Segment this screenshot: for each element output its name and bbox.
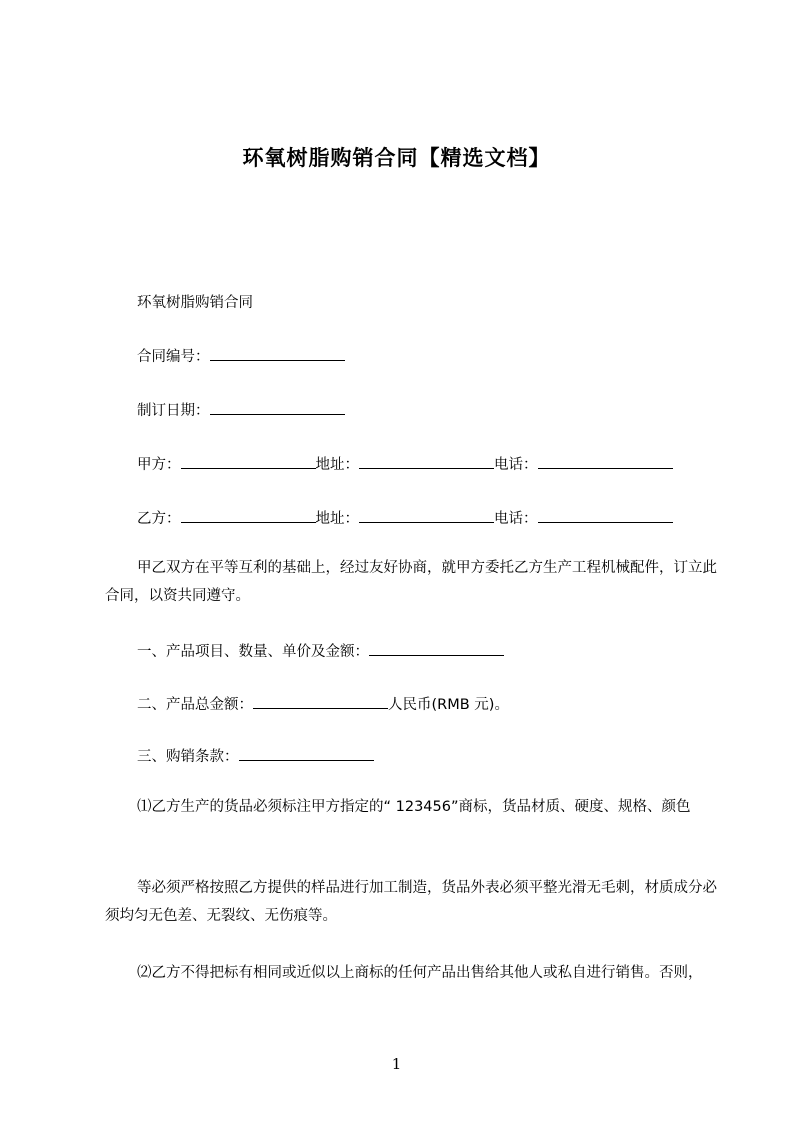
section-3-label: 三、购销条款：: [137, 749, 239, 765]
party-a-blank: [181, 454, 316, 469]
contract-number-label: 合同编号：: [137, 349, 210, 365]
page-title: 环氧树脂购销合同【精选文档】: [242, 146, 551, 170]
date-line: [137, 399, 345, 420]
contract-subtitle: 环氧树脂购销合同: [137, 295, 253, 311]
party-b-address-label: 地址：: [315, 511, 359, 527]
party-b-blank: [181, 508, 316, 523]
party-b-line: [137, 507, 673, 528]
clause-2-paragraph: ⑵乙方不得把标有相同或近似以上商标的任何产品出售给其他人或私自进行销售。否则，: [137, 965, 703, 981]
section-2-suffix: 人民币(RMB 元)。: [388, 697, 509, 713]
section-2-line: [137, 693, 509, 714]
party-a-address-blank: [359, 454, 494, 469]
intro-paragraph: 甲乙双方在平等互利的基础上，经过友好协商，就甲方委托乙方生产工程机械配件，订立此合同，以资共同遵守。: [105, 560, 717, 604]
party-a-label: 甲方：: [137, 457, 181, 473]
contract-number-line: [137, 345, 345, 366]
section-3-line: [137, 745, 374, 766]
section-2-label: 二、产品总金额：: [137, 697, 253, 713]
section-1-line: [137, 640, 504, 661]
section-1-blank: [369, 641, 504, 656]
party-a-phone-label: 电话：: [494, 457, 538, 473]
clause-1-paragraph: ⑴乙方生产的货品必须标注甲方指定的“ 123456”商标，货品材质、硬度、规格、颜色: [137, 799, 691, 815]
section-2-blank: [253, 694, 388, 709]
section-1-label: 一、产品项目、数量、单价及金额：: [137, 644, 369, 660]
clause-1-continuation: 等必须严格按照乙方提供的样品进行加工制造，货品外表必须平整光滑无毛刺，材质成分必须均匀无色差、无裂纹、无伤痕等。: [105, 880, 717, 924]
party-a-line: [137, 453, 673, 474]
date-blank: [210, 400, 345, 415]
party-a-phone-blank: [538, 454, 673, 469]
party-b-label: 乙方：: [137, 511, 181, 527]
party-b-phone-label: 电话：: [494, 511, 538, 527]
page-number: 1: [391, 1055, 402, 1073]
party-b-address-blank: [359, 508, 494, 523]
party-a-address-label: 地址：: [315, 457, 359, 473]
party-b-phone-blank: [538, 508, 673, 523]
section-3-blank: [239, 746, 374, 761]
contract-number-blank: [210, 346, 345, 361]
date-label: 制订日期：: [137, 403, 210, 419]
